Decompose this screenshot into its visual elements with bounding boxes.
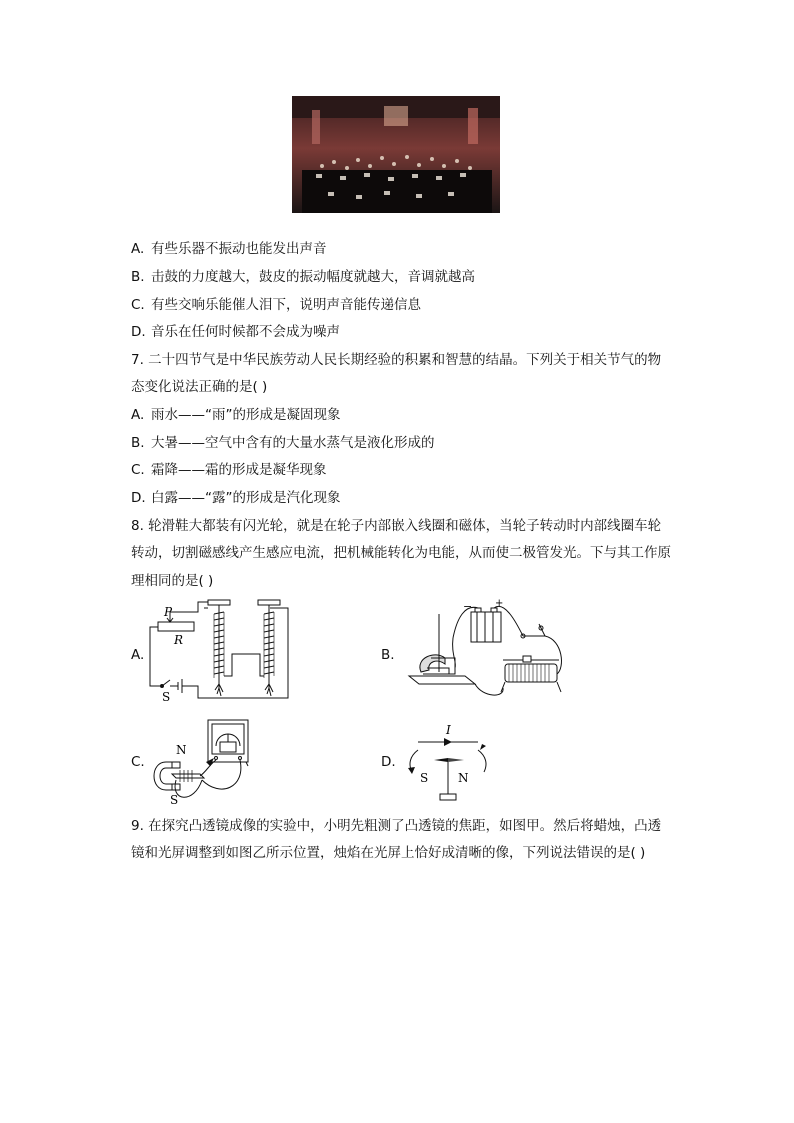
q8-stem-line1: 8. 轮滑鞋大都装有闪光轮，就是在轮子内部嵌入线圈和磁体，当轮子转动时内部线圈车轮 — [131, 518, 662, 534]
q8-figure-d-oersted — [404, 720, 494, 804]
q8-figure-c-galvanometer — [150, 718, 255, 806]
q9-stem-line1: 9. 在探究凸透镜成像的实验中，小明先粗测了凸透镜的焦距，如图甲。然后将蜡烛，凸透 — [131, 818, 662, 834]
q8-figure-c-label: C. — [131, 754, 145, 770]
q8-figure-d-label: D. — [381, 754, 396, 770]
q8-figure-a-label: A. — [131, 647, 145, 663]
q7-option-c: C. 霜降——霜的形成是凝华现象 — [131, 462, 327, 478]
fig-d-label-i: I — [446, 723, 451, 737]
q8-figure-a-electromagnet-circuit — [148, 598, 298, 704]
q8-figure-b-motor-circuit — [405, 598, 570, 704]
q6-option-c: C. 有些交响乐能催人泪下，说明声音能传递信息 — [131, 297, 421, 313]
fig-d-label-s: S — [420, 771, 429, 785]
fig-a-label-r: R — [174, 633, 184, 647]
fig-c-label-s: S — [170, 793, 179, 806]
fig-a-label-s: S — [162, 690, 171, 704]
q6-option-a: A. 有些乐器不振动也能发出声音 — [131, 241, 327, 257]
q8-stem-line3: 理相同的是( ) — [131, 573, 214, 589]
q7-option-d: D. 白露——“露”的形成是汽化现象 — [131, 490, 341, 506]
fig-d-label-n: N — [458, 771, 469, 785]
q8-stem-line2: 转动，切割磁感线产生感应电流，把机械能转化为电能，从而使二极管发光。下与其工作原 — [131, 545, 671, 561]
fig-b-plus: + — [495, 598, 504, 609]
orchestra-photo — [292, 96, 500, 213]
fig-c-label-n: N — [176, 743, 187, 757]
fig-b-minus: − — [463, 600, 473, 613]
q7-stem-line2: 态变化说法正确的是( ) — [131, 379, 268, 395]
fig-a-label-p: P — [164, 605, 173, 619]
q7-option-a: A. 雨水——“雨”的形成是凝固现象 — [131, 407, 341, 423]
q7-option-b: B. 大暑——空气中含有的大量水蒸气是液化形成的 — [131, 435, 435, 451]
q7-stem-line1: 7. 二十四节气是中华民族劳动人民长期经验的积累和智慧的结晶。下列关于相关节气的物 — [131, 352, 662, 368]
q9-stem-line2: 镜和光屏调整到如图乙所示位置，烛焰在光屏上恰好成清晰的像，下列说法错误的是( ) — [131, 845, 646, 861]
q6-option-d: D. 音乐在任何时候都不会成为噪声 — [131, 324, 340, 340]
q8-figure-b-label: B. — [381, 647, 395, 663]
q6-option-b: B. 击鼓的力度越大，鼓皮的振动幅度就越大，音调就越高 — [131, 269, 475, 285]
